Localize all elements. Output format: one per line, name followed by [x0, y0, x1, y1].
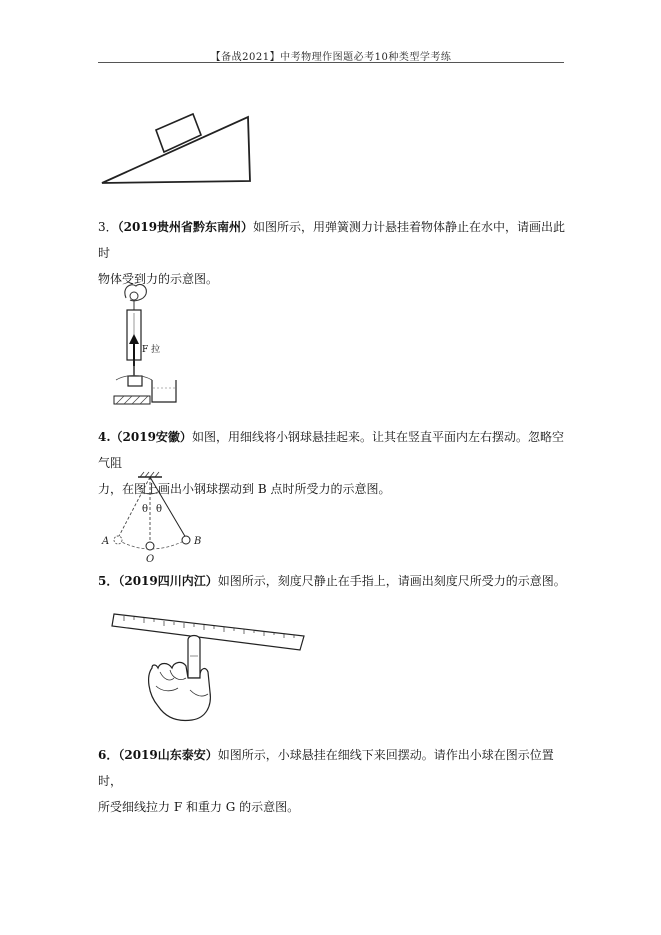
question-6	[98, 742, 568, 820]
ball-b	[182, 536, 190, 544]
question-6-source: ．（2019山东泰安）	[106, 748, 218, 762]
question-4-text-line2: 力，在图上画出小钢球摆动到 B 点时所受力的示意图。	[98, 482, 391, 496]
question-3-text-line1: 如图所示，用弹簧测力计悬挂着物体静止在水中，请画出此时	[98, 220, 566, 260]
index-finger	[188, 636, 200, 679]
hand	[149, 662, 211, 720]
incline-block	[156, 114, 201, 152]
page-header: 【备战2021】中考物理作图题必考10种类型学考练	[210, 52, 452, 63]
point-o-label: O	[146, 554, 155, 565]
question-3-text-line2: 物体受到力的示意图。	[98, 272, 219, 286]
ball-o	[146, 542, 154, 550]
pendulum-figure	[100, 474, 212, 564]
point-a-label: A	[102, 536, 110, 547]
question-4-text-line1: 如图，用细线将小钢球悬挂起来。让其在竖直平面内左右摆动。忽略空气阻	[98, 430, 564, 470]
question-6-text-line1: 如图所示，小球悬挂在细线下来回摆动。请作出小球在图示位置时，	[98, 748, 554, 788]
question-5-source: ．（2019四川内江）	[106, 574, 218, 588]
ball-a	[114, 536, 122, 544]
question-5-number: 5	[98, 574, 107, 588]
header-divider	[98, 62, 564, 63]
ruler-figure	[112, 606, 308, 726]
question-5	[98, 568, 568, 594]
question-6-text-line2: 所受细线拉力 F 和重力 G 的示意图。	[98, 800, 300, 814]
theta-left-label: θ	[142, 504, 149, 515]
ruler	[112, 614, 304, 650]
submerged-object	[128, 376, 142, 386]
spring-scale-figure	[112, 280, 192, 408]
incline-figure	[98, 112, 258, 192]
question-4-source: （2019安徽）	[110, 430, 192, 444]
question-4-number: 4.	[98, 430, 111, 444]
question-3-source: （2019贵州省黔东南州）	[117, 220, 254, 234]
question-5-text-line1: 如图所示，刻度尺静止在手指上，请画出刻度尺所受力的示意图。	[217, 574, 566, 588]
question-6-number: 6	[98, 748, 107, 762]
question-3-number: 3．	[98, 220, 118, 234]
pull-force-label: F 拉	[142, 345, 161, 355]
beaker	[152, 380, 176, 402]
point-b-label: B	[194, 536, 202, 547]
theta-right-label: θ	[156, 504, 163, 515]
